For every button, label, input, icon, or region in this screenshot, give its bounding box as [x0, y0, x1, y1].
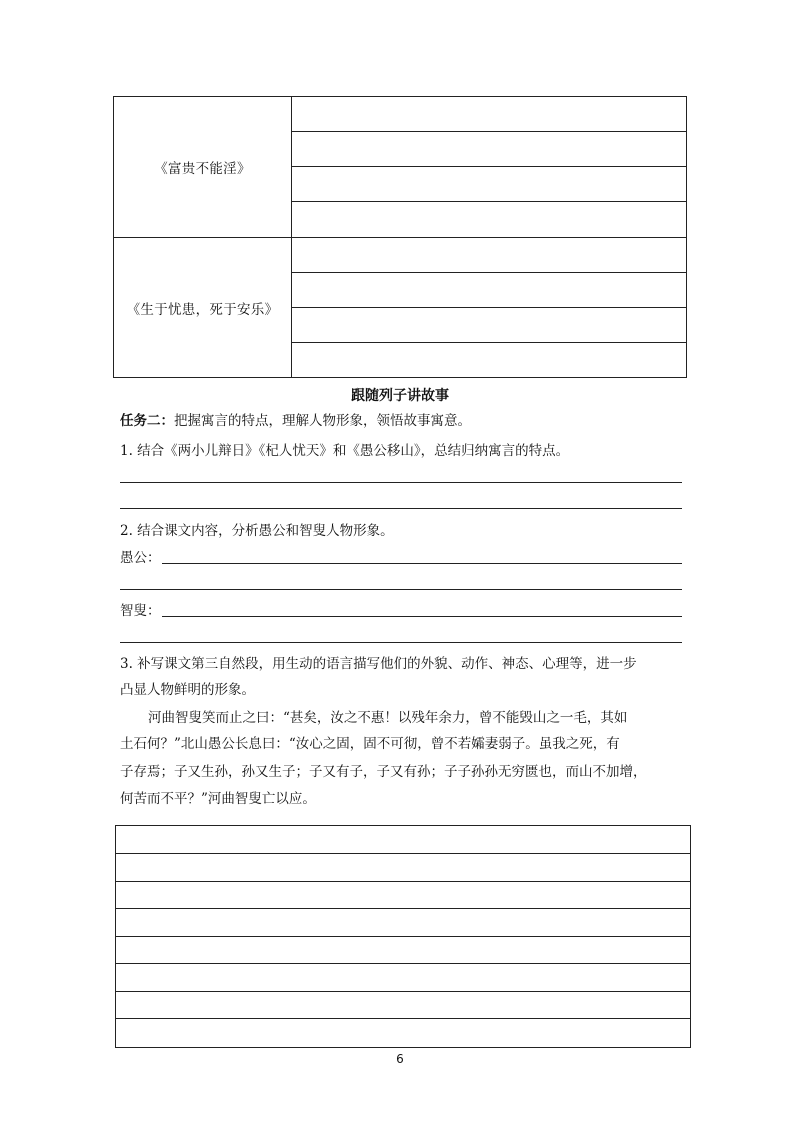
- question-2: 2. 结合课文内容，分析愚公和智叟人物形象。: [120, 523, 394, 539]
- writing-line: [116, 991, 690, 992]
- passage-line: 何苦而不平？”河曲智叟亡以应。: [120, 791, 316, 807]
- table-label-shengyuyouhuan: 《生于忧患，死于安乐》: [114, 238, 292, 377]
- table-row-shengyuyouhuan: [114, 238, 686, 377]
- task-text: 把握寓言的特点，理解人物形象，领悟故事寓意。: [174, 413, 471, 429]
- writing-line: [116, 1018, 690, 1019]
- section-title: 跟随列子讲故事: [351, 388, 449, 404]
- answer-line[interactable]: [120, 589, 682, 590]
- zhisou-label: 智叟：: [120, 603, 161, 619]
- writing-line: [116, 881, 690, 882]
- writing-line: [116, 853, 690, 854]
- table-label-fuguibunengyin: 《富贵不能淫》: [114, 97, 292, 237]
- question-1: 1. 结合《两小儿辩日》《杞人忧天》和《愚公移山》，总结归纳寓言的特点。: [120, 443, 570, 459]
- yugong-label: 愚公：: [120, 550, 161, 566]
- task-label: 任务二：: [120, 413, 174, 429]
- writing-line: [116, 908, 690, 909]
- answer-line[interactable]: [292, 201, 686, 202]
- answer-line[interactable]: [292, 272, 686, 273]
- writing-box[interactable]: [115, 825, 691, 1048]
- answer-line[interactable]: [292, 307, 686, 308]
- passage-line: 子存焉；子又生孙，孙又生子；子又有子，子又有孙；子子孙孙无穷匮也，而山不加增，: [120, 764, 647, 780]
- task-heading: [120, 411, 471, 431]
- answer-line[interactable]: [292, 131, 686, 132]
- table-row-fuguibunengyin: [114, 97, 686, 238]
- zhisou-answer-line[interactable]: [162, 616, 682, 617]
- page-number: 6: [396, 1052, 404, 1066]
- comparison-table: [113, 96, 687, 378]
- yugong-answer-line[interactable]: [162, 563, 682, 564]
- answer-line[interactable]: [292, 166, 686, 167]
- answer-line[interactable]: [120, 482, 682, 483]
- answer-line[interactable]: [120, 508, 682, 509]
- passage-line: 河曲智叟笑而止之曰：“甚矣，汝之不惠！以残年余力，曾不能毁山之一毛，其如: [148, 710, 628, 726]
- writing-line: [116, 963, 690, 964]
- question-3-line1: 3. 补写课文第三自然段，用生动的语言描写他们的外貌、动作、神态、心理等，进一步: [120, 656, 637, 672]
- answer-line[interactable]: [120, 642, 682, 643]
- passage-line: 土石何？”北山愚公长息曰：“汝心之固，固不可彻，曾不若孀妻弱子。虽我之死，有: [120, 736, 620, 752]
- answer-line[interactable]: [292, 342, 686, 343]
- question-3-line2: 凸显人物鲜明的形象。: [120, 682, 255, 698]
- writing-line: [116, 936, 690, 937]
